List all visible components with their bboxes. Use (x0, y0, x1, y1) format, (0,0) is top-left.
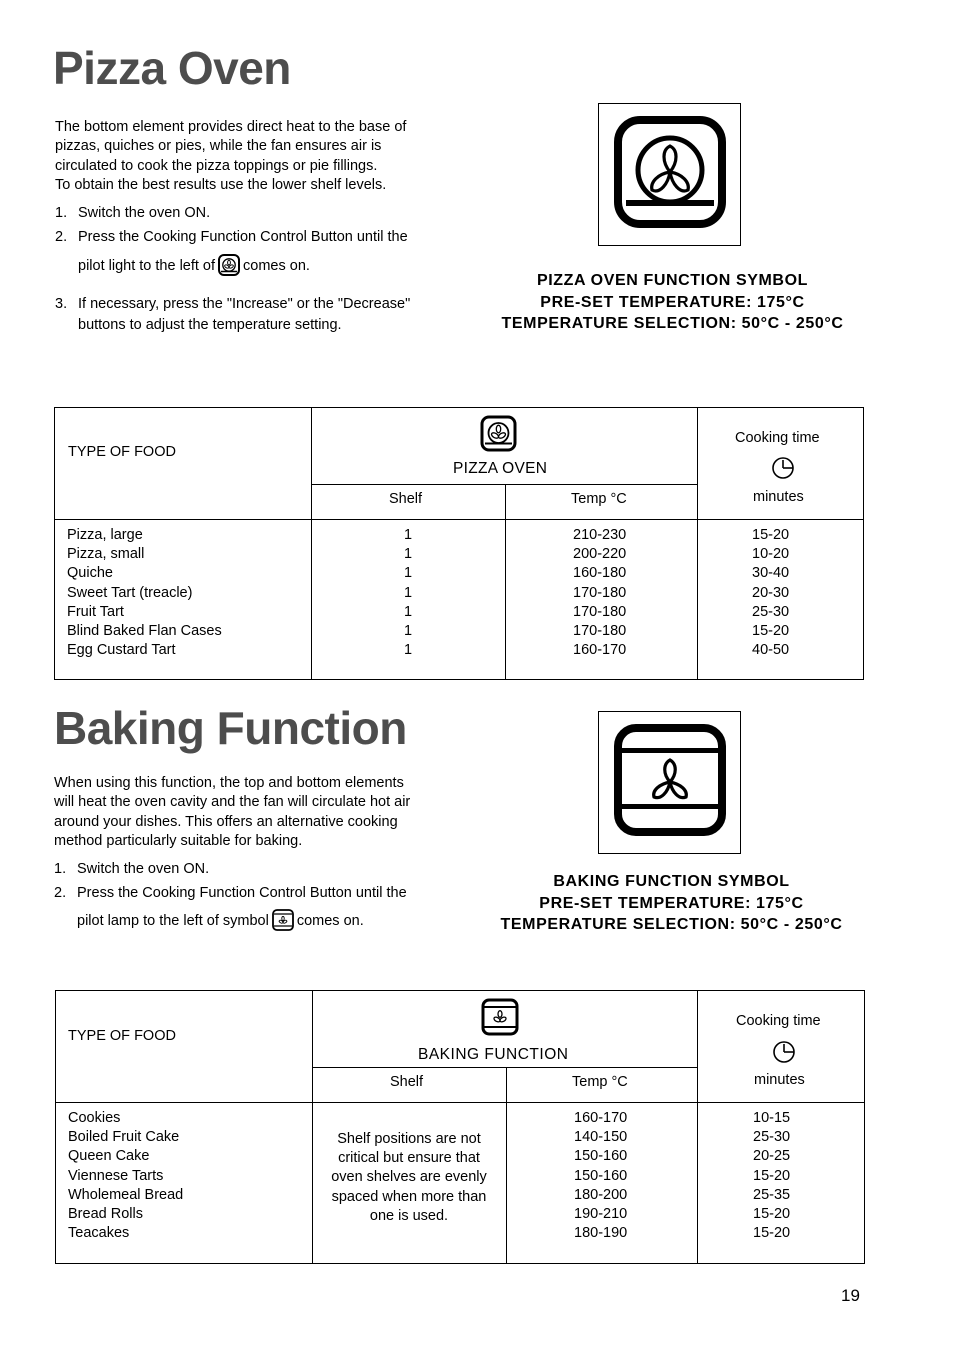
shelf-cell: 1 (403, 546, 413, 563)
food-cell: Fruit Tart (67, 603, 124, 620)
shelf-note-line: spaced when more than (331, 1188, 487, 1205)
temp-header: Temp °C (571, 491, 627, 507)
baking-function-title: Baking Function (54, 702, 407, 754)
time-cell: 15-20 (753, 1206, 791, 1223)
caption-line: PIZZA OVEN FUNCTION SYMBOL (536, 272, 808, 289)
table-divider (54, 519, 864, 520)
shelf-header: Shelf (389, 491, 423, 507)
minutes-label: minutes (753, 489, 804, 505)
cooking-time-header: Cooking time (736, 1013, 821, 1029)
baking-function-intro (54, 774, 434, 851)
table-divider (55, 1102, 865, 1103)
table-divider (697, 407, 698, 680)
intro-line: will heat the oven cavity and the fan will circulate hot air (54, 794, 411, 811)
intro-line: To obtain the best results use the lower shelf levels. (55, 176, 387, 193)
step-number: 3. (55, 296, 68, 312)
caption-line: TEMPERATURE SELECTION: 50°C - 250°C (501, 315, 844, 332)
caption-line: BAKING FUNCTION SYMBOL (553, 873, 790, 890)
food-cell: Boiled Fruit Cake (68, 1129, 180, 1146)
time-cell: 25-35 (753, 1186, 791, 1203)
pizza-time-column (752, 526, 789, 660)
food-cell: Cookies (68, 1110, 121, 1126)
time-cell: 10-15 (753, 1110, 791, 1126)
minutes-label: minutes (754, 1072, 805, 1088)
temp-cell: 180-190 (574, 1225, 628, 1242)
intro-line: circulated to cook the pizza toppings or pie fillings. (55, 157, 378, 174)
pizza-oven-intro (55, 118, 436, 195)
pizza-oven-symbol-box (598, 103, 741, 246)
temp-cell: 150-160 (574, 1148, 628, 1165)
caption-line: PRE-SET TEMPERATURE: 175°C (540, 293, 805, 311)
pizza-oven-header: PIZZA OVEN (453, 460, 548, 477)
table-divider (505, 484, 506, 680)
food-cell: Egg Custard Tart (67, 642, 176, 659)
step-text: comes on. (243, 258, 310, 274)
table-divider (311, 484, 698, 485)
time-cell: 15-20 (752, 623, 790, 640)
baking-function-symbol-caption (488, 871, 855, 936)
shelf-cell: 1 (403, 565, 413, 582)
time-cell: 25-30 (753, 1129, 791, 1146)
intro-line: method particularly suitable for baking. (54, 832, 303, 849)
pizza-oven-symbol-icon (614, 116, 726, 233)
step-number: 2. (54, 885, 67, 901)
food-cell: Queen Cake (68, 1148, 150, 1165)
table-divider (312, 1067, 698, 1068)
step-number: 1. (54, 861, 67, 877)
temp-cell: 200-220 (573, 546, 627, 563)
temp-cell: 170-180 (573, 584, 627, 601)
table-divider (506, 1067, 507, 1264)
shelf-note (314, 1130, 504, 1226)
temp-cell: 170-180 (573, 623, 627, 640)
cooking-time-header: Cooking time (735, 430, 820, 446)
time-cell: 15-20 (752, 527, 790, 543)
temp-cell: 190-210 (574, 1206, 628, 1223)
step-text: If necessary, press the "Increase" or the "Decrease" (78, 296, 411, 312)
temp-cell: 160-170 (574, 1110, 628, 1126)
food-cell: Bread Rolls (68, 1206, 143, 1223)
step-text: Press the Cooking Function Control Button until the (78, 229, 408, 245)
temp-cell: 140-150 (574, 1129, 628, 1146)
temp-cell: 210-230 (573, 527, 627, 543)
shelf-cell: 1 (403, 584, 413, 601)
intro-line: around your dishes. This offers an alternative cooking (54, 813, 398, 830)
table-divider (697, 990, 698, 1264)
type-of-food-header: TYPE OF FOOD (68, 444, 176, 460)
pizza-oven-title: Pizza Oven (53, 42, 291, 94)
shelf-cell: 1 (403, 527, 413, 543)
food-cell: Sweet Tart (treacle) (67, 584, 193, 601)
pizza-temp-column (573, 526, 626, 660)
food-cell: Pizza, large (67, 527, 143, 543)
step-text: Switch the oven ON. (77, 861, 210, 877)
shelf-note-line: one is used. (369, 1207, 449, 1224)
step-text: Press the Cooking Function Control Button until the (77, 885, 407, 901)
time-cell: 40-50 (752, 642, 790, 659)
pizza-oven-icon (218, 254, 240, 282)
step-number: 2. (55, 229, 68, 245)
shelf-cell: 1 (403, 642, 413, 659)
time-cell: 15-20 (753, 1225, 791, 1242)
food-cell: Blind Baked Flan Cases (67, 623, 222, 640)
temp-cell: 150-160 (574, 1167, 628, 1184)
pizza-food-column (67, 526, 222, 660)
caption-line: TEMPERATURE SELECTION: 50°C - 250°C (500, 916, 843, 933)
step-number: 1. (55, 205, 68, 221)
temp-header: Temp °C (572, 1074, 628, 1090)
time-cell: 20-25 (753, 1148, 791, 1165)
pizza-oven-symbol-caption (490, 270, 855, 335)
baking-function-icon (272, 909, 294, 937)
table-divider (312, 990, 313, 1264)
type-of-food-header: TYPE OF FOOD (68, 1028, 176, 1044)
food-cell: Viennese Tarts (68, 1167, 164, 1184)
shelf-note-line: Shelf positions are not (337, 1131, 481, 1147)
baking-function-icon (481, 998, 519, 1041)
temp-cell: 180-200 (574, 1186, 628, 1203)
intro-line: pizzas, quiches or pies, while the fan ensures air is (55, 138, 382, 155)
food-cell: Teacakes (68, 1225, 130, 1242)
time-cell: 20-30 (752, 584, 790, 601)
time-cell: 15-20 (753, 1167, 791, 1184)
temp-cell: 160-170 (573, 642, 627, 659)
food-cell: Wholemeal Bread (68, 1186, 184, 1203)
baking-food-column (68, 1109, 183, 1243)
shelf-note-line: critical but ensure that (338, 1150, 480, 1167)
step-text: buttons to adjust the temperature setting. (78, 317, 342, 333)
time-cell: 30-40 (752, 565, 790, 582)
time-cell: 10-20 (752, 546, 790, 563)
step-text: comes on. (296, 913, 364, 929)
shelf-cell: 1 (403, 623, 413, 640)
baking-temp-column (574, 1109, 627, 1243)
baking-function-symbol-box (598, 711, 741, 854)
table-divider (311, 407, 312, 680)
page-number: 19 (841, 1286, 860, 1305)
shelf-cell: 1 (403, 603, 413, 620)
baking-function-header: BAKING FUNCTION (418, 1046, 569, 1063)
food-cell: Quiche (67, 565, 113, 582)
pizza-oven-icon (480, 415, 517, 457)
clock-icon (772, 1040, 796, 1069)
shelf-note-line: oven shelves are evenly (331, 1169, 487, 1186)
intro-line: The bottom element provides direct heat to the base of (55, 119, 407, 135)
time-cell: 25-30 (752, 603, 790, 620)
shelf-header: Shelf (390, 1074, 424, 1090)
intro-line: When using this function, the top and bottom elements (54, 775, 404, 791)
baking-time-column (753, 1109, 790, 1243)
caption-line: PRE-SET TEMPERATURE: 175°C (539, 894, 804, 912)
temp-cell: 160-180 (573, 565, 627, 582)
clock-icon (771, 456, 795, 485)
food-cell: Pizza, small (67, 546, 145, 563)
baking-function-symbol-icon (614, 724, 726, 841)
temp-cell: 170-180 (573, 603, 627, 620)
step-text: pilot light to the left of (78, 258, 216, 274)
step-text: pilot lamp to the left of symbol (77, 913, 269, 929)
step-text: Switch the oven ON. (78, 205, 211, 221)
pizza-shelf-column (398, 526, 418, 660)
